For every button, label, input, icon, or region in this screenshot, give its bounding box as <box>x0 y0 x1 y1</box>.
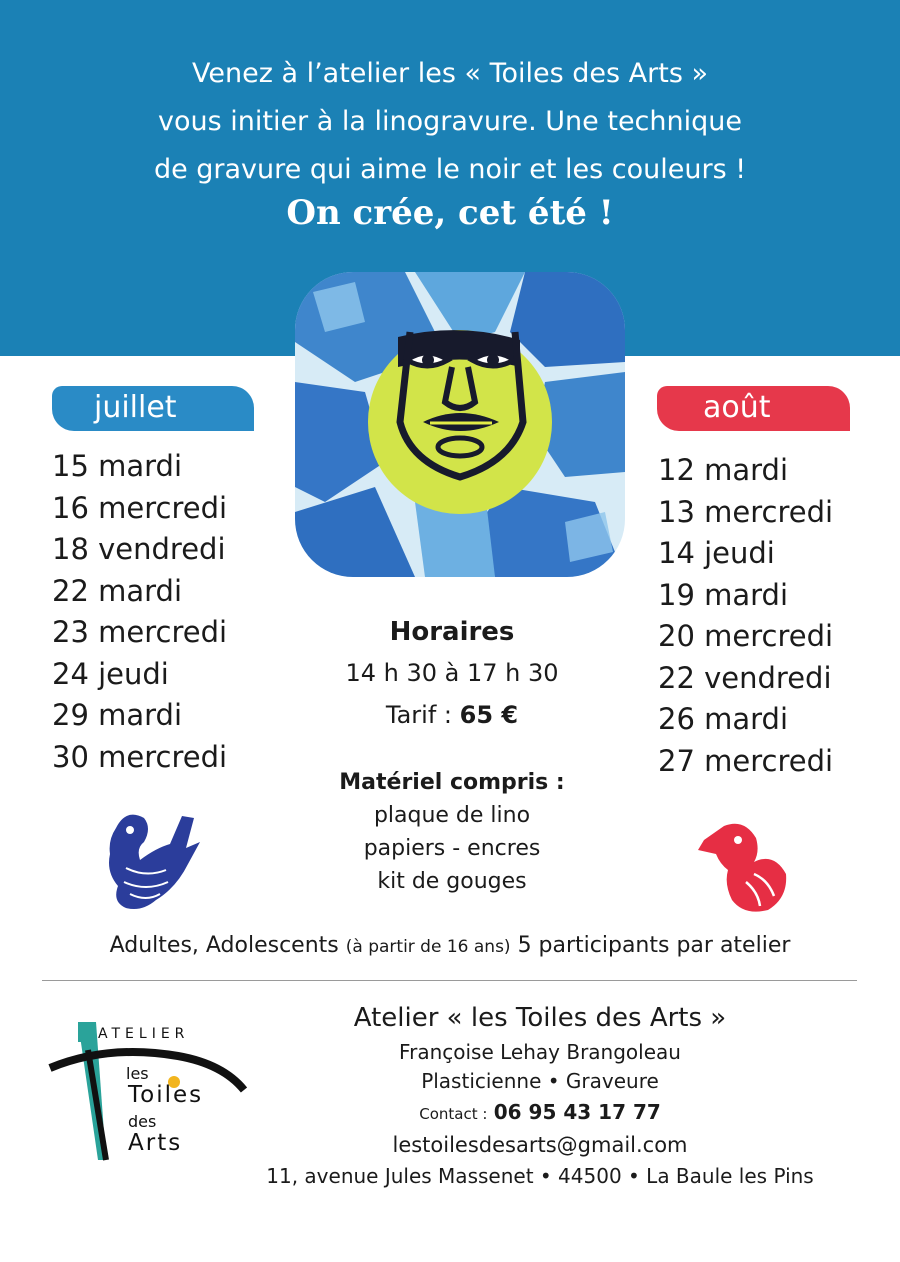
schedule-block <box>302 612 602 736</box>
date-item: 18 vendredi <box>52 532 226 566</box>
date-item: 20 mercredi <box>658 619 834 653</box>
date-item: 29 mardi <box>52 698 183 732</box>
logo-word-toiles: Toiles <box>128 1082 204 1108</box>
date-item: 23 mercredi <box>52 615 228 649</box>
month-label: août <box>703 390 771 425</box>
date-item: 27 mercredi <box>658 743 834 778</box>
materials-item: papiers - encres <box>363 836 541 861</box>
address: 11, avenue Jules Massenet • 44500 • La Baule les Pins <box>266 1164 814 1188</box>
date-item: 15 mardi <box>52 449 183 483</box>
materials-item: kit de gouges <box>377 869 527 894</box>
contact-label: Contact : <box>419 1105 488 1123</box>
materials-item: plaque de lino <box>373 803 531 828</box>
schedule-hours: 14 h 30 à 17 h 30 <box>345 659 559 687</box>
profession: Plasticienne • Graveure <box>421 1069 659 1093</box>
aout-date-list <box>658 450 833 782</box>
blue-bird-icon <box>96 808 200 914</box>
month-tab-juillet <box>52 386 254 431</box>
intro-line: vous initier à la linogravure. Une technique <box>157 106 742 137</box>
phone-row <box>240 1096 840 1130</box>
atelier-logo <box>48 1020 258 1165</box>
date-item: 14 jeudi <box>658 536 775 570</box>
price-label: Tarif : <box>385 701 452 729</box>
schedule-heading: Horaires <box>389 617 515 647</box>
logo-word-arts: Arts <box>128 1130 183 1156</box>
date-item: 22 vendredi <box>658 660 832 695</box>
headline: On crée, cet été ! <box>286 193 614 233</box>
price-line <box>302 694 602 736</box>
audience-participants: 5 participants par atelier <box>517 933 791 958</box>
date-item: 13 mercredi <box>658 494 834 529</box>
juillet-date-list <box>52 446 227 778</box>
date-item: 24 jeudi <box>52 656 169 691</box>
audience-line <box>0 933 900 958</box>
materials-heading: Matériel compris : <box>339 770 565 795</box>
month-tab-aout <box>657 386 850 431</box>
date-item: 26 mardi <box>658 702 789 736</box>
sun-face-artwork <box>295 272 625 577</box>
email-address[interactable]: lestoilesdesarts@gmail.com <box>392 1133 688 1157</box>
intro-line: de gravure qui aime le noir et les couleurs ! <box>153 154 747 185</box>
logo-word-atelier: ATELIER <box>98 1026 190 1042</box>
audience-age: (à partir de 16 ans) <box>345 937 511 957</box>
date-item: 12 mardi <box>658 453 789 487</box>
month-label: juillet <box>94 390 177 425</box>
date-item: 19 mardi <box>658 577 789 612</box>
logo-word-les: les <box>126 1064 149 1083</box>
date-item: 30 mercredi <box>52 739 228 774</box>
materials-block <box>302 766 602 898</box>
audience-main: Adultes, Adolescents <box>109 933 339 958</box>
date-item: 16 mercredi <box>52 490 228 525</box>
intro-line: Venez à l’atelier les « Toiles des Arts » <box>192 58 708 89</box>
person-name: Françoise Lehay Brangoleau <box>399 1040 681 1064</box>
atelier-name: Atelier « les Toiles des Arts » <box>353 1003 727 1033</box>
price-value: 65 € <box>459 701 519 729</box>
red-bird-icon <box>694 812 790 914</box>
date-item: 22 mardi <box>52 573 183 608</box>
phone-number[interactable]: 06 95 43 17 77 <box>493 1100 661 1124</box>
contact-block <box>240 1000 840 1160</box>
intro-text <box>0 50 900 194</box>
divider <box>42 980 857 981</box>
logo-word-des: des <box>128 1112 157 1131</box>
